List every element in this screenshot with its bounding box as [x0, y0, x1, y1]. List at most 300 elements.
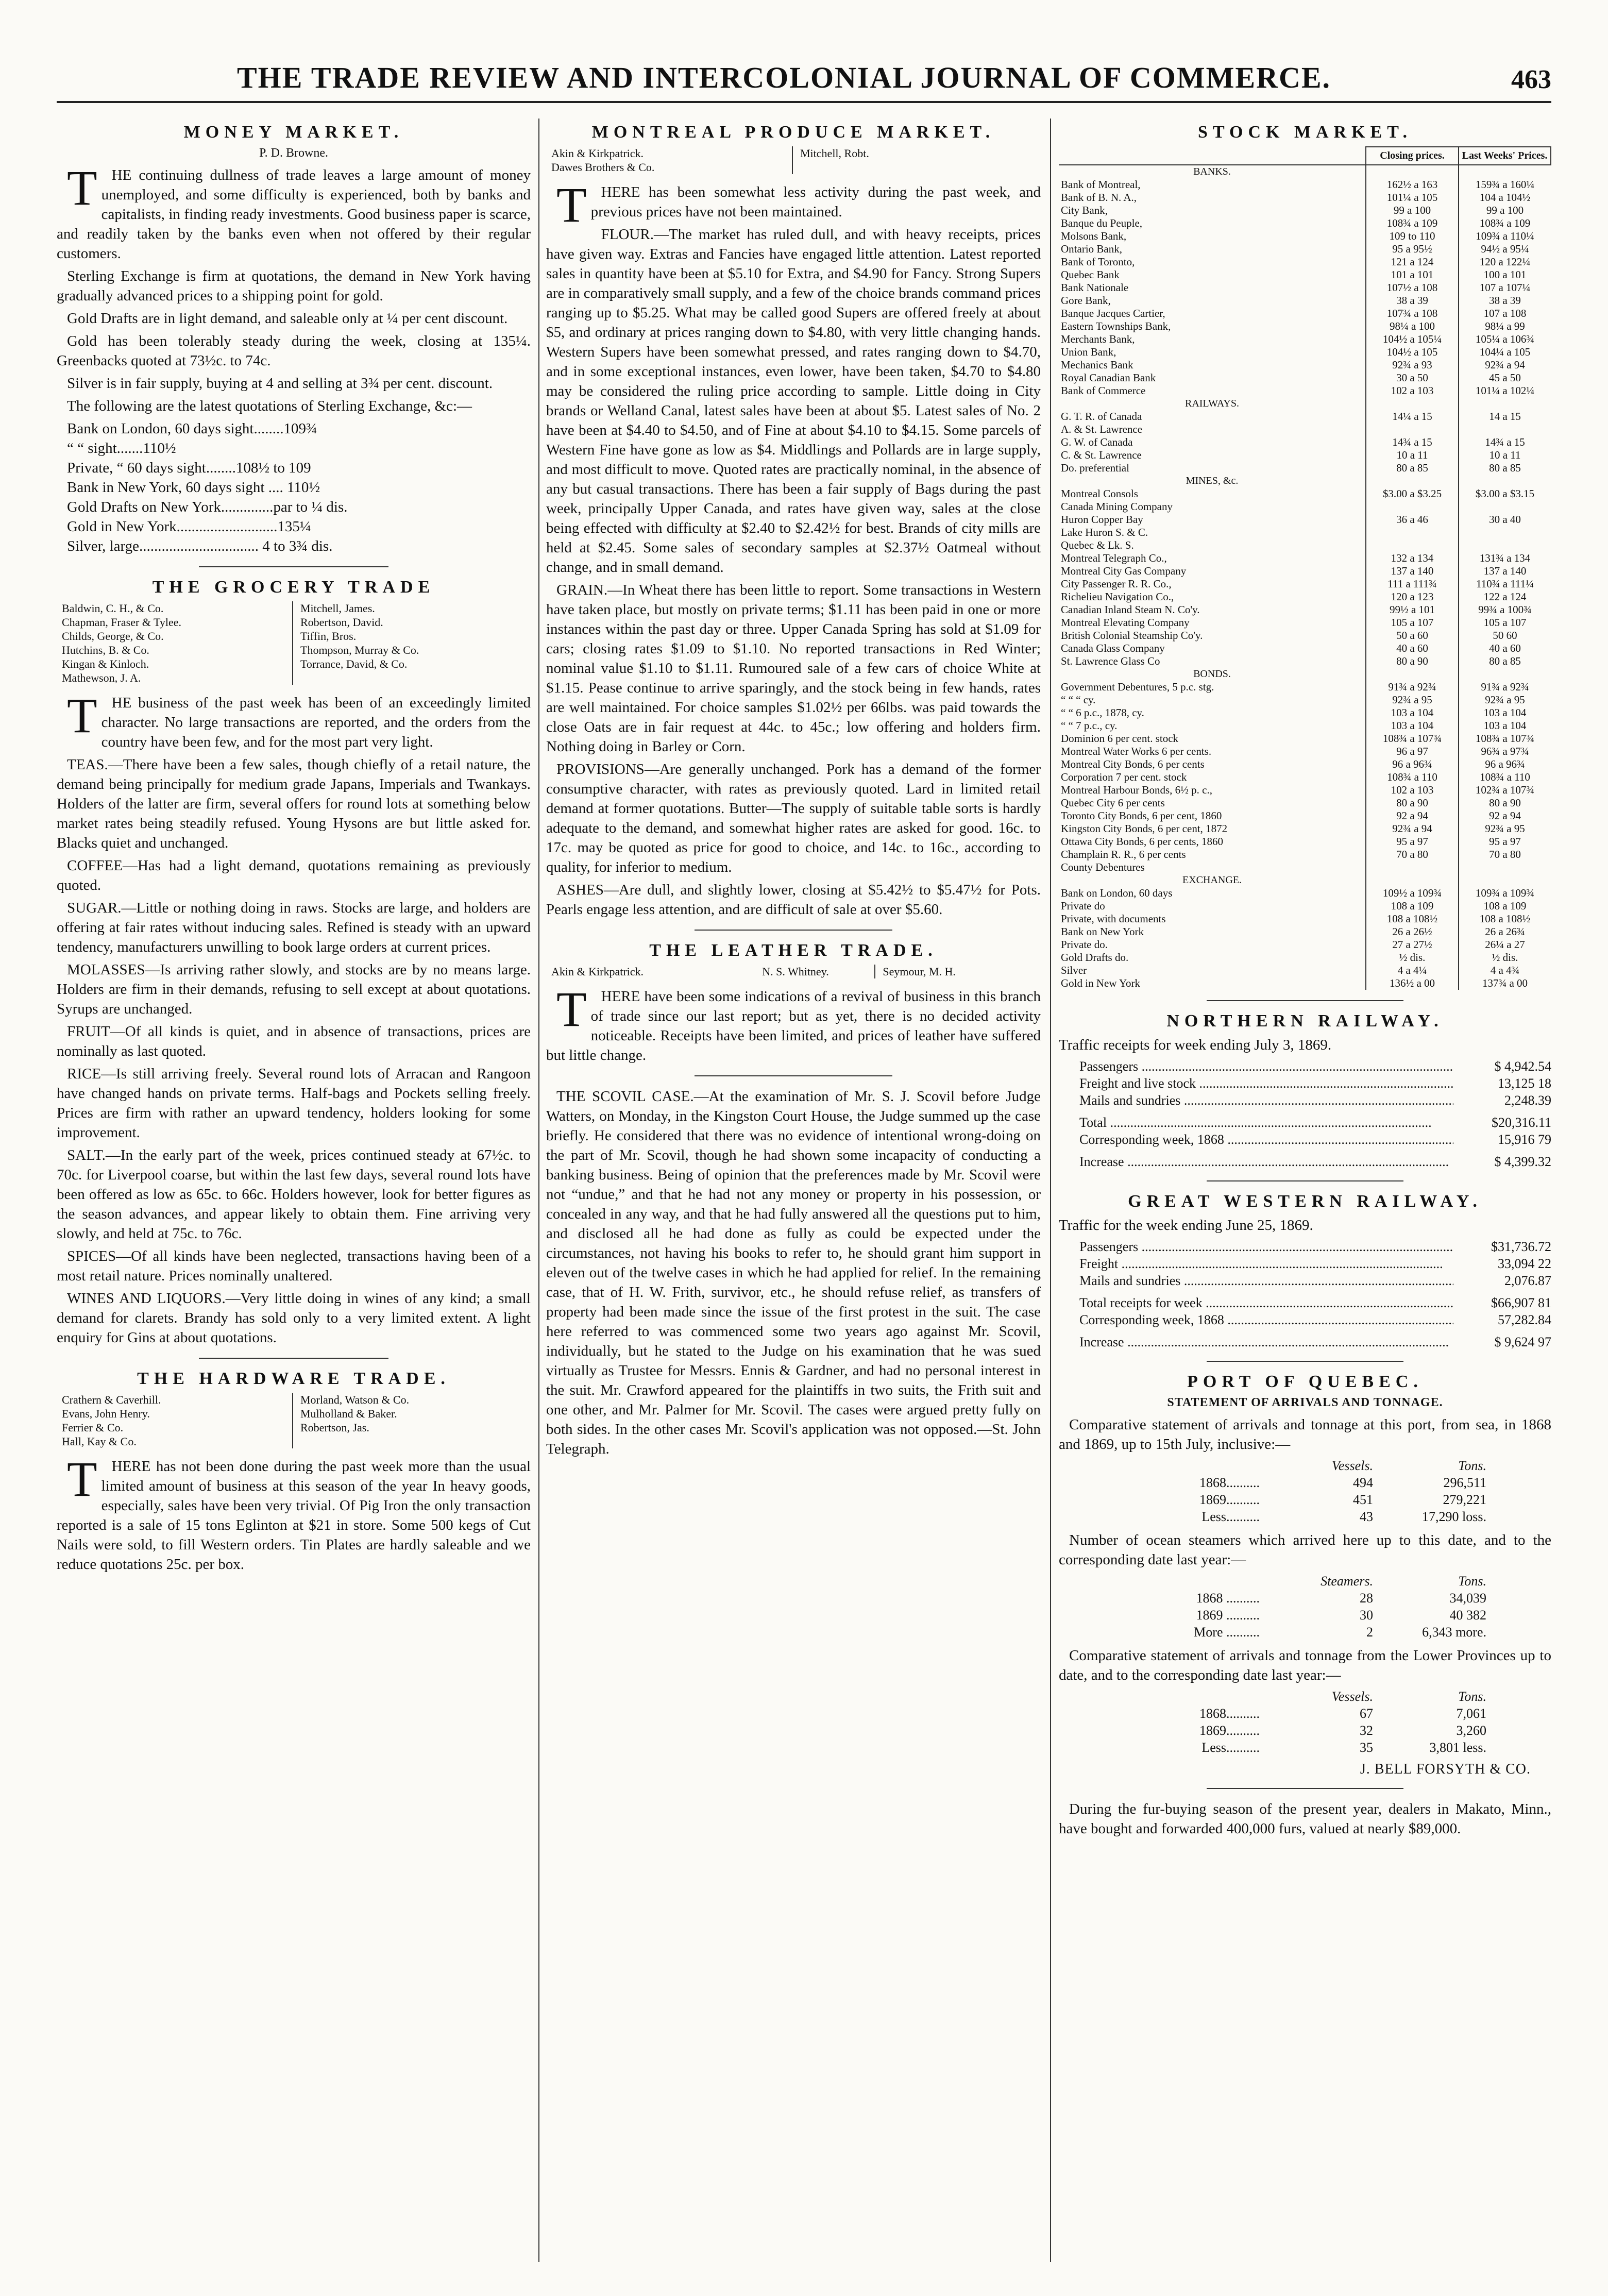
- security-name: Quebec City 6 per cents: [1061, 797, 1165, 809]
- table-row: [1059, 359, 1551, 372]
- section-heading: THE GROCERY TRADE: [152, 578, 435, 597]
- closing-price: 96 a 96¾: [1366, 758, 1459, 771]
- last-week-price: 101¼ a 102¼: [1459, 384, 1551, 397]
- security-name: Richelieu Navigation Co.,: [1061, 590, 1174, 603]
- paragraph: SALT.—In the early part of the week, prices continued steady at 67½c. to 70c. for Liverpool coarse, but within the last few days, several round lots have been offered as low as 65c. to 66c. Holders however, look for better figures as the season advances, and appear likely to obtain them. Fine arriving very slowly, and held at 75c. to 76c.: [57, 1147, 531, 1242]
- columns: [57, 103, 1551, 2277]
- security-name: Union Bank,: [1061, 346, 1116, 358]
- firm-name: Robertson, Jas.: [300, 1421, 369, 1434]
- receipt-row: [1079, 1311, 1551, 1328]
- column-header: [1090, 1573, 1260, 1590]
- table-section-row: [1059, 165, 1551, 178]
- last-week-price: 10 a 11: [1459, 449, 1551, 462]
- closing-price: 103 a 104: [1366, 706, 1459, 719]
- security-name: Gold in New York: [1061, 977, 1141, 989]
- closing-price: 108¾ a 107¾: [1366, 732, 1459, 745]
- security-name: Private do.: [1061, 938, 1108, 951]
- firm-column: [546, 146, 792, 174]
- firm-list: [546, 146, 1041, 174]
- last-week-price: 80 a 85: [1459, 462, 1551, 475]
- table-section-row: [1059, 475, 1551, 487]
- table-row: [1059, 590, 1551, 603]
- closing-price: 121 a 124: [1366, 256, 1459, 268]
- receipt-value: 57,282.84: [1498, 1312, 1551, 1327]
- table-row: [1059, 964, 1551, 977]
- table-cell: [1366, 165, 1459, 178]
- section-heading: MONTREAL PRODUCE MARKET.: [591, 123, 995, 142]
- last-week-price: [1459, 526, 1551, 539]
- column-right: [1059, 119, 1551, 2277]
- firm-list: [57, 1393, 531, 1448]
- quotation-list: [67, 419, 531, 556]
- table-row: [1059, 281, 1551, 294]
- security-name: Quebec Bank: [1061, 268, 1120, 281]
- paragraph: WINES AND LIQUORS.—Very little doing in wines of any kind; a small demand for clarets. Brandy has sold only to a very limited extent. A light enquiry for Gins at about quotations.: [57, 1290, 531, 1346]
- tonnage-row: [1090, 1508, 1551, 1525]
- security-name: Montreal Harbour Bonds, 6½ p. c.,: [1061, 784, 1212, 796]
- section-heading: NORTHERN RAILWAY.: [1166, 1011, 1444, 1031]
- paragraph: The following are the latest quotations of Sterling Exchange, &c:—: [67, 398, 472, 414]
- security-name: Government Debentures, 5 p.c. stg.: [1061, 681, 1214, 693]
- security-name: G. T. R. of Canada: [1061, 410, 1142, 423]
- table-row: [1059, 230, 1551, 243]
- table-row: [1059, 552, 1551, 565]
- tonnage-cell: 7,061: [1456, 1706, 1486, 1721]
- tonnage-header: [1090, 1573, 1551, 1590]
- table-row: [1059, 861, 1551, 874]
- receipts-list: [1079, 1058, 1551, 1109]
- last-week-price: 92 a 94: [1459, 809, 1551, 822]
- security-name: Montreal Water Works 6 per cents.: [1061, 745, 1212, 757]
- closing-price: 14¾ a 15: [1366, 436, 1459, 449]
- last-week-price: 107 a 107¼: [1459, 281, 1551, 294]
- last-week-price: 92¾ a 95: [1459, 694, 1551, 706]
- closing-price: 102 a 103: [1366, 384, 1459, 397]
- section-label: RAILWAYS.: [1184, 398, 1239, 409]
- column-left: [57, 119, 531, 2277]
- security-name: Canada Mining Company: [1061, 500, 1173, 513]
- tonnage-table: [1090, 1688, 1551, 1756]
- last-week-price: 50 60: [1459, 629, 1551, 642]
- scovil-case-section: [546, 1087, 1041, 1459]
- section-label: BANKS.: [1193, 166, 1231, 177]
- closing-price: 95 a 97: [1366, 835, 1459, 848]
- security-name: British Colonial Steamship Co'y.: [1061, 629, 1203, 641]
- firm-list: [546, 965, 1041, 978]
- byline: P. D. Browne.: [259, 146, 328, 160]
- intro-text: Traffic receipts for week ending July 3, 1869.: [1059, 1037, 1332, 1053]
- security-name: Montreal Consols: [1061, 487, 1138, 500]
- column-header: Vessels.: [1331, 1689, 1373, 1704]
- security-name: Quebec & Lk. S.: [1061, 539, 1134, 551]
- last-week-price: 104 a 104½: [1459, 191, 1551, 204]
- section-label: BONDS.: [1193, 668, 1231, 680]
- table-row: [1059, 938, 1551, 951]
- security-name: St. Lawrence Glass Co: [1061, 655, 1160, 667]
- table-row: [1059, 706, 1551, 719]
- column-divider: [538, 119, 539, 2262]
- table-row: [1059, 951, 1551, 964]
- paragraph: COFFEE—Has had a light demand, quotations remaining as previously quoted.: [57, 857, 531, 893]
- closing-price: 27 a 27½: [1366, 938, 1459, 951]
- quotation-line: Bank in New York, 60 days sight .... 110½: [67, 479, 320, 496]
- closing-price: ½ dis.: [1366, 951, 1459, 964]
- receipt-row: [1079, 1153, 1551, 1170]
- closing-price: 96 a 97: [1366, 745, 1459, 758]
- closing-price: 108¾ a 109: [1366, 217, 1459, 230]
- firm-name: Dawes Brothers & Co.: [551, 161, 655, 174]
- firm-column: [292, 1393, 531, 1448]
- last-week-price: 26 a 26¾: [1459, 925, 1551, 938]
- last-week-price: [1459, 539, 1551, 552]
- security-name: Private, with documents: [1061, 913, 1166, 925]
- table-cell: [1459, 874, 1551, 887]
- security-name: Bank on London, 60 days: [1061, 887, 1173, 899]
- closing-price: 101¼ a 105: [1366, 191, 1459, 204]
- tonnage-cell: 32: [1360, 1723, 1373, 1738]
- closing-price: 107¾ a 108: [1366, 307, 1459, 320]
- security-name: Corporation 7 per cent. stock: [1061, 771, 1187, 783]
- closing-price: 10 a 11: [1366, 449, 1459, 462]
- tonnage-row: [1090, 1739, 1551, 1756]
- tonnage-row: [1090, 1491, 1551, 1508]
- firm-column: [792, 146, 1041, 174]
- table-row: [1059, 320, 1551, 333]
- tonnage-cell: 3,260: [1456, 1723, 1486, 1738]
- paragraph: THE business of the past week has been of an exceedingly limited character. No large transactions are reported, and the orders from the country have been few, and for the most part very light.: [67, 688, 531, 750]
- last-week-price: 70 a 80: [1459, 848, 1551, 861]
- closing-price: 107½ a 108: [1366, 281, 1459, 294]
- table-row: [1059, 294, 1551, 307]
- tonnage-cell: 35: [1360, 1740, 1373, 1755]
- security-name: G. W. of Canada: [1061, 436, 1133, 448]
- receipt-value: $ 9,624 97: [1494, 1335, 1551, 1349]
- last-week-price: 92¾ a 95: [1459, 822, 1551, 835]
- receipt-value: 13,125 18: [1498, 1076, 1551, 1091]
- firm-name: Hutchins, B. & Co.: [62, 644, 149, 656]
- last-week-price: 14¾ a 15: [1459, 436, 1551, 449]
- receipt-row: [1079, 1114, 1551, 1131]
- quotation-line: “ “ sight.......110½: [67, 440, 176, 457]
- security-name: Gore Bank,: [1061, 294, 1111, 307]
- column-divider: [1050, 119, 1051, 2262]
- tonnage-cell: 2: [1366, 1625, 1373, 1640]
- last-week-price: 40 a 60: [1459, 642, 1551, 655]
- table-row: [1059, 758, 1551, 771]
- receipt-label: Passengers .....: [1079, 1238, 1453, 1255]
- tonnage-cell: 3,801 less.: [1429, 1740, 1486, 1755]
- paragraph: Sterling Exchange is firm at quotations, the demand in New York having gradually advanced prices to a shipping point for gold.: [57, 268, 531, 304]
- table-row: [1059, 900, 1551, 913]
- receipts-list: [1079, 1238, 1551, 1289]
- stock-table: [1059, 146, 1551, 990]
- closing-price: 40 a 60: [1366, 642, 1459, 655]
- northern-railway-section: [1059, 1011, 1551, 1170]
- security-name: Ontario Bank,: [1061, 243, 1122, 255]
- security-name: Dominion 6 per cent. stock: [1061, 732, 1179, 745]
- security-name: Bank on New York: [1061, 925, 1144, 938]
- firm-column: [57, 601, 292, 685]
- security-name: Bank of Toronto,: [1061, 256, 1135, 268]
- last-week-price: 108 a 109: [1459, 900, 1551, 913]
- closing-price: 104½ a 105¼: [1366, 333, 1459, 346]
- receipt-row: [1079, 1294, 1551, 1311]
- table-header: Last Weeks' Prices.: [1459, 147, 1551, 165]
- receipt-value: 33,094 22: [1498, 1256, 1551, 1271]
- tonnage-cell: Less..........: [1201, 1509, 1260, 1524]
- table-row: [1059, 771, 1551, 784]
- table-row: [1059, 835, 1551, 848]
- closing-price: 109½ a 109¾: [1366, 887, 1459, 900]
- receipt-label: Corresponding week, 1868 .....: [1079, 1131, 1453, 1148]
- column-header: Tons.: [1458, 1458, 1486, 1473]
- paragraph: GRAIN.—In Wheat there has been little to report. Some transactions in Western have taken place, but mostly on private terms; $1.11 has been paid in one or more instances within the past day or three. Upper Canada Spring has sold at $1.09 for cars; closing rates $1.09 to $1.10. No reported transactions in Red Winter; nominal value $1.10 to $1.11. Rumoured sale of a few cars of choice White at $1.15. Pease continue to arrive sparingly, and the stock being in few hands, rates are well maintained. For choice samples $1.02½ per 66lbs. was paid towards the close Oats are in fair request at 44c. to 45c.; low offering and holders firm. Nothing doing in Barley or Corn.: [546, 582, 1041, 755]
- receipt-row: [1079, 1075, 1551, 1092]
- last-week-price: 103 a 104: [1459, 706, 1551, 719]
- security-name: Banque Jacques Cartier,: [1061, 307, 1165, 319]
- column-header: [1090, 1457, 1260, 1474]
- firm-name: Kingan & Kinloch.: [62, 657, 149, 670]
- table-section-row: [1059, 397, 1551, 410]
- tonnage-cell: 1869..........: [1199, 1492, 1260, 1507]
- firm-name: Baldwin, C. H., & Co.: [62, 602, 164, 615]
- receipt-row: [1079, 1333, 1551, 1350]
- security-name: Eastern Townships Bank,: [1061, 320, 1171, 332]
- table-row: [1059, 809, 1551, 822]
- great-western-section: [1059, 1192, 1551, 1350]
- receipt-label: Increase .....: [1079, 1153, 1453, 1170]
- last-week-price: 107 a 108: [1459, 307, 1551, 320]
- table-row: [1059, 436, 1551, 449]
- paragraph: THE SCOVIL CASE.—At the examination of Mr. S. J. Scovil before Judge Watters, on Monday, in the Kingston Court House, the Judge summed up the case briefly. He considered that there was no evidence of intentional wrong-doing on the part of Mr. Scovil, though he had shown some incapacity of conducting a banking business. Being of opinion that the preferences made by Mr. Scovil were not “undue,” and that he had not any money or property in his possession, or concealed in any way, and that he had fully answered all the questions put to him, and disclosed all he had done as fully as could be expected under the circumstances, not having his books to refer to, he should grant him support in eleven out of the twelve cases in which he had applied for relief. In the remaining case, that of H. W. Frith, survivor, etc., he should refuse relief, as transfers of property had been made since the issue of the first protest in the suit. The case here referred to was commenced some two years ago against Mr. Scovil, individually, but he stated to the Judge on his examination that he was sued virtually as Trustee for Messrs. Ennis & Gardner, and had no personal interest in the suit. Mr. Crawford appeared for the plaintiffs in two suits, the Frith suit and one other, and Mr. Palmer for Mr. Scovil. The cases were argued pretty fully on both sides. In the other cases Mr. Scovil's application was not opposed.—St. John Telegraph.: [546, 1088, 1041, 1457]
- quotation-line: Private, “ 60 days sight........108½ to 109: [67, 460, 311, 476]
- paragraph: FRUIT—Of all kinds is quiet, and in absence of transactions, prices are nominally as last quoted.: [57, 1023, 531, 1059]
- security-name: Gold Drafts do.: [1061, 951, 1129, 964]
- closing-price: 109 to 110: [1366, 230, 1459, 243]
- intro-text: Traffic for the week ending June 25, 1869.: [1059, 1217, 1313, 1234]
- closing-price: 105 a 107: [1366, 616, 1459, 629]
- tonnage-cell: 494: [1353, 1475, 1373, 1490]
- closing-price: 91¾ a 92¾: [1366, 681, 1459, 694]
- receipt-value: 2,248.39: [1504, 1093, 1551, 1108]
- firm-name: Thompson, Murray & Co.: [300, 644, 419, 656]
- closing-price: 120 a 123: [1366, 590, 1459, 603]
- receipt-value: $ 4,942.54: [1494, 1059, 1551, 1074]
- last-week-price: 102¾ a 107¾: [1459, 784, 1551, 797]
- tonnage-row: [1090, 1705, 1551, 1722]
- table-row: [1059, 603, 1551, 616]
- table-row: [1059, 784, 1551, 797]
- security-name: Montreal City Bonds, 6 per cents: [1061, 758, 1205, 770]
- produce-market-section: [546, 123, 1041, 919]
- table-row: [1059, 462, 1551, 475]
- security-name: Montreal Telegraph Co.,: [1061, 552, 1167, 564]
- table-row: [1059, 681, 1551, 694]
- table-row: [1059, 578, 1551, 590]
- closing-price: 92¾ a 94: [1366, 822, 1459, 835]
- last-week-price: 95 a 97: [1459, 835, 1551, 848]
- receipt-row: [1079, 1255, 1551, 1272]
- separator-rule: [695, 930, 892, 931]
- last-week-price: 110¾ a 111¼: [1459, 578, 1551, 590]
- closing-price: 4 a 4¼: [1366, 964, 1459, 977]
- receipt-label: Increase .....: [1079, 1333, 1453, 1350]
- closing-price: 99½ a 101: [1366, 603, 1459, 616]
- paragraph: ASHES—Are dull, and slightly lower, closing at $5.42½ to $5.47½ for Pots. Pearls engage less attention, and are difficult of sale at over $5.60.: [546, 882, 1041, 918]
- security-name: “ “ 7 p.c., cy.: [1061, 719, 1118, 732]
- section-heading: GREAT WESTERN RAILWAY.: [1128, 1192, 1482, 1211]
- tonnage-header: [1090, 1688, 1551, 1705]
- receipts-list: [1079, 1294, 1551, 1328]
- table-row: [1059, 694, 1551, 706]
- security-name: Toronto City Bonds, 6 per cent, 1860: [1061, 809, 1222, 822]
- last-week-price: 99 a 100: [1459, 204, 1551, 217]
- table-row: [1059, 655, 1551, 668]
- firm-column: [874, 965, 1041, 978]
- page-number: 463: [1511, 65, 1551, 94]
- closing-price: 70 a 80: [1366, 848, 1459, 861]
- firm-name: Robertson, David.: [300, 616, 383, 629]
- firm-name: N. S. Whitney.: [762, 965, 829, 978]
- closing-price: 132 a 134: [1366, 552, 1459, 565]
- closing-price: 30 a 50: [1366, 372, 1459, 384]
- table-row: [1059, 346, 1551, 359]
- receipt-row: [1079, 1272, 1551, 1289]
- paragraph: Comparative statement of arrivals and tonnage from the Lower Provinces up to date, and to the corresponding date last year:—: [1059, 1647, 1551, 1683]
- last-week-price: 100 a 101: [1459, 268, 1551, 281]
- table-cell: [1459, 397, 1551, 410]
- column-header: Vessels.: [1331, 1458, 1373, 1473]
- tonnage-row: [1090, 1590, 1551, 1607]
- security-name: Canada Glass Company: [1061, 642, 1165, 654]
- separator-rule: [1207, 1361, 1403, 1362]
- table-row: [1059, 217, 1551, 230]
- paragraph: THERE has not been done during the past week more than the usual limited amount of business at this season of the year In heavy goods, especially, sales have been very trivial. Of Pig Iron the only transaction reported is a sale of 15 tons Eglinton at $21 in store. Some 500 kegs of Cut Nails were sold, to fill Western orders. Tin Plates are hardly saleable and we reduce quotations 25c. per box.: [57, 1451, 531, 1573]
- security-name: Montreal Elevating Company: [1061, 616, 1190, 629]
- port-of-quebec-section: [1059, 1372, 1551, 1778]
- firm-name: Mathewson, J. A.: [62, 671, 141, 684]
- paragraph: PROVISIONS—Are generally unchanged. Pork has a demand of the former consumptive character, with rates as previously quoted. Lard in limited retail demand at former quotations. Butter—The supply of suitable table sorts is hardly adequate to the demand, and somewhat higher rates are asked for good. 16c. to 17c. may be quoted as price for good to choice, and 14c. to 16c., according to quality, for inferior to medium.: [546, 761, 1041, 875]
- quotation-line: Bank on London, 60 days sight........109¾: [67, 420, 317, 437]
- firm-name: Mulholland & Baker.: [300, 1407, 397, 1420]
- separator-rule: [1207, 1180, 1403, 1181]
- column-middle: [546, 119, 1041, 2277]
- closing-price: [1366, 539, 1459, 552]
- signature: J. BELL FORSYTH & CO.: [1360, 1761, 1531, 1777]
- table-cell: [1459, 165, 1551, 178]
- last-week-price: 104¼ a 105: [1459, 346, 1551, 359]
- firm-column: [57, 1393, 292, 1448]
- last-week-price: 120 a 122¼: [1459, 256, 1551, 268]
- tonnage-row: [1090, 1474, 1551, 1491]
- closing-price: 102 a 103: [1366, 784, 1459, 797]
- receipt-label: Corresponding week, 1868 .....: [1079, 1311, 1453, 1328]
- table-row: [1059, 333, 1551, 346]
- last-week-price: 26¼ a 27: [1459, 938, 1551, 951]
- column-header: Tons.: [1458, 1689, 1486, 1704]
- last-week-price: 108¾ a 110: [1459, 771, 1551, 784]
- receipt-row: [1079, 1092, 1551, 1109]
- last-week-price: [1459, 423, 1551, 436]
- page-header: [57, 0, 1551, 103]
- closing-price: $3.00 a $3.25: [1366, 487, 1459, 500]
- firm-name: Tiffin, Bros.: [300, 630, 357, 643]
- last-week-price: 103 a 104: [1459, 719, 1551, 732]
- firm-name: Chapman, Fraser & Tylee.: [62, 616, 182, 629]
- receipt-label: Total .....: [1079, 1114, 1453, 1131]
- security-name: C. & St. Lawrence: [1061, 449, 1142, 461]
- firm-name: Seymour, M. H.: [883, 965, 956, 978]
- last-week-price: 80 a 90: [1459, 797, 1551, 809]
- quotation-line: Gold Drafts on New York..............par to ¼ dis.: [67, 499, 348, 515]
- tonnage-cell: 40 382: [1449, 1608, 1486, 1623]
- tonnage-cell: 28: [1360, 1591, 1373, 1606]
- firm-name: Childs, George, & Co.: [62, 630, 164, 643]
- table-cell: [1366, 668, 1459, 681]
- firm-name: Mitchell, Robt.: [800, 147, 869, 160]
- article-body: [546, 1087, 1041, 1459]
- tonnage-table: [1090, 1573, 1551, 1641]
- paragraph: Comparative statement of arrivals and tonnage at this port, from sea, in 1868 and 1869, up to 15th July, inclusive:—: [1059, 1416, 1551, 1453]
- table-row: [1059, 178, 1551, 191]
- firm-name: Torrance, David, & Co.: [300, 657, 408, 670]
- last-week-price: $3.00 a $3.15: [1459, 487, 1551, 500]
- table-cell: [1366, 475, 1459, 487]
- section-heading: THE HARDWARE TRADE.: [137, 1369, 450, 1388]
- receipts-list: [1079, 1114, 1551, 1148]
- table-row: [1059, 191, 1551, 204]
- last-week-price: [1459, 500, 1551, 513]
- tonnage-cell: 296,511: [1443, 1475, 1486, 1490]
- hardware-trade-section: [57, 1369, 531, 1574]
- firm-list: [57, 601, 531, 685]
- article-body: [57, 688, 531, 1347]
- last-week-price: 105¼ a 106¾: [1459, 333, 1551, 346]
- tonnage-cell: 279,221: [1443, 1492, 1486, 1507]
- closing-price: 14¼ a 15: [1366, 410, 1459, 423]
- receipt-value: 2,076.87: [1504, 1273, 1551, 1288]
- closing-price: 92¾ a 95: [1366, 694, 1459, 706]
- closing-price: 108 a 108½: [1366, 913, 1459, 925]
- paragraph: Number of ocean steamers which arrived here up to this date, and to the corresponding date last year:—: [1059, 1532, 1551, 1568]
- table-section-row: [1059, 668, 1551, 681]
- table-row: [1059, 423, 1551, 436]
- paragraph: THE continuing dullness of trade leaves a large amount of money unemployed, and some difficulty is experienced, both by banks and capitalists, in finding ready investments. Good business paper is scarce, and readily taken by the banks even when not offered by their regular customers.: [57, 160, 531, 262]
- security-name: Montreal City Gas Company: [1061, 565, 1187, 577]
- table-row: [1059, 500, 1551, 513]
- tonnage-cell: 1869..........: [1199, 1723, 1260, 1738]
- table-cell: [1366, 874, 1459, 887]
- last-week-price: 99¾ a 100¾: [1459, 603, 1551, 616]
- tonnage-cell: More ..........: [1194, 1625, 1260, 1640]
- closing-price: [1366, 423, 1459, 436]
- column-header: Steamers.: [1321, 1574, 1373, 1589]
- firm-name: Morland, Watson & Co.: [300, 1393, 410, 1406]
- table-row: [1059, 925, 1551, 938]
- security-name: Molsons Bank,: [1061, 230, 1127, 242]
- security-name: Kingston City Bonds, 6 per cent, 1872: [1061, 822, 1228, 835]
- table-row: [1059, 410, 1551, 423]
- section-heading: THE LEATHER TRADE.: [649, 941, 938, 960]
- table-section-row: [1059, 874, 1551, 887]
- receipt-label: Freight and live stock .....: [1079, 1075, 1453, 1092]
- receipt-value: 15,916 79: [1498, 1132, 1551, 1147]
- closing-price: 101 a 101: [1366, 268, 1459, 281]
- security-name: Lake Huron S. & C.: [1061, 526, 1148, 538]
- security-name: Silver: [1061, 964, 1087, 976]
- last-week-price: 108 a 108½: [1459, 913, 1551, 925]
- closing-price: 26 a 26½: [1366, 925, 1459, 938]
